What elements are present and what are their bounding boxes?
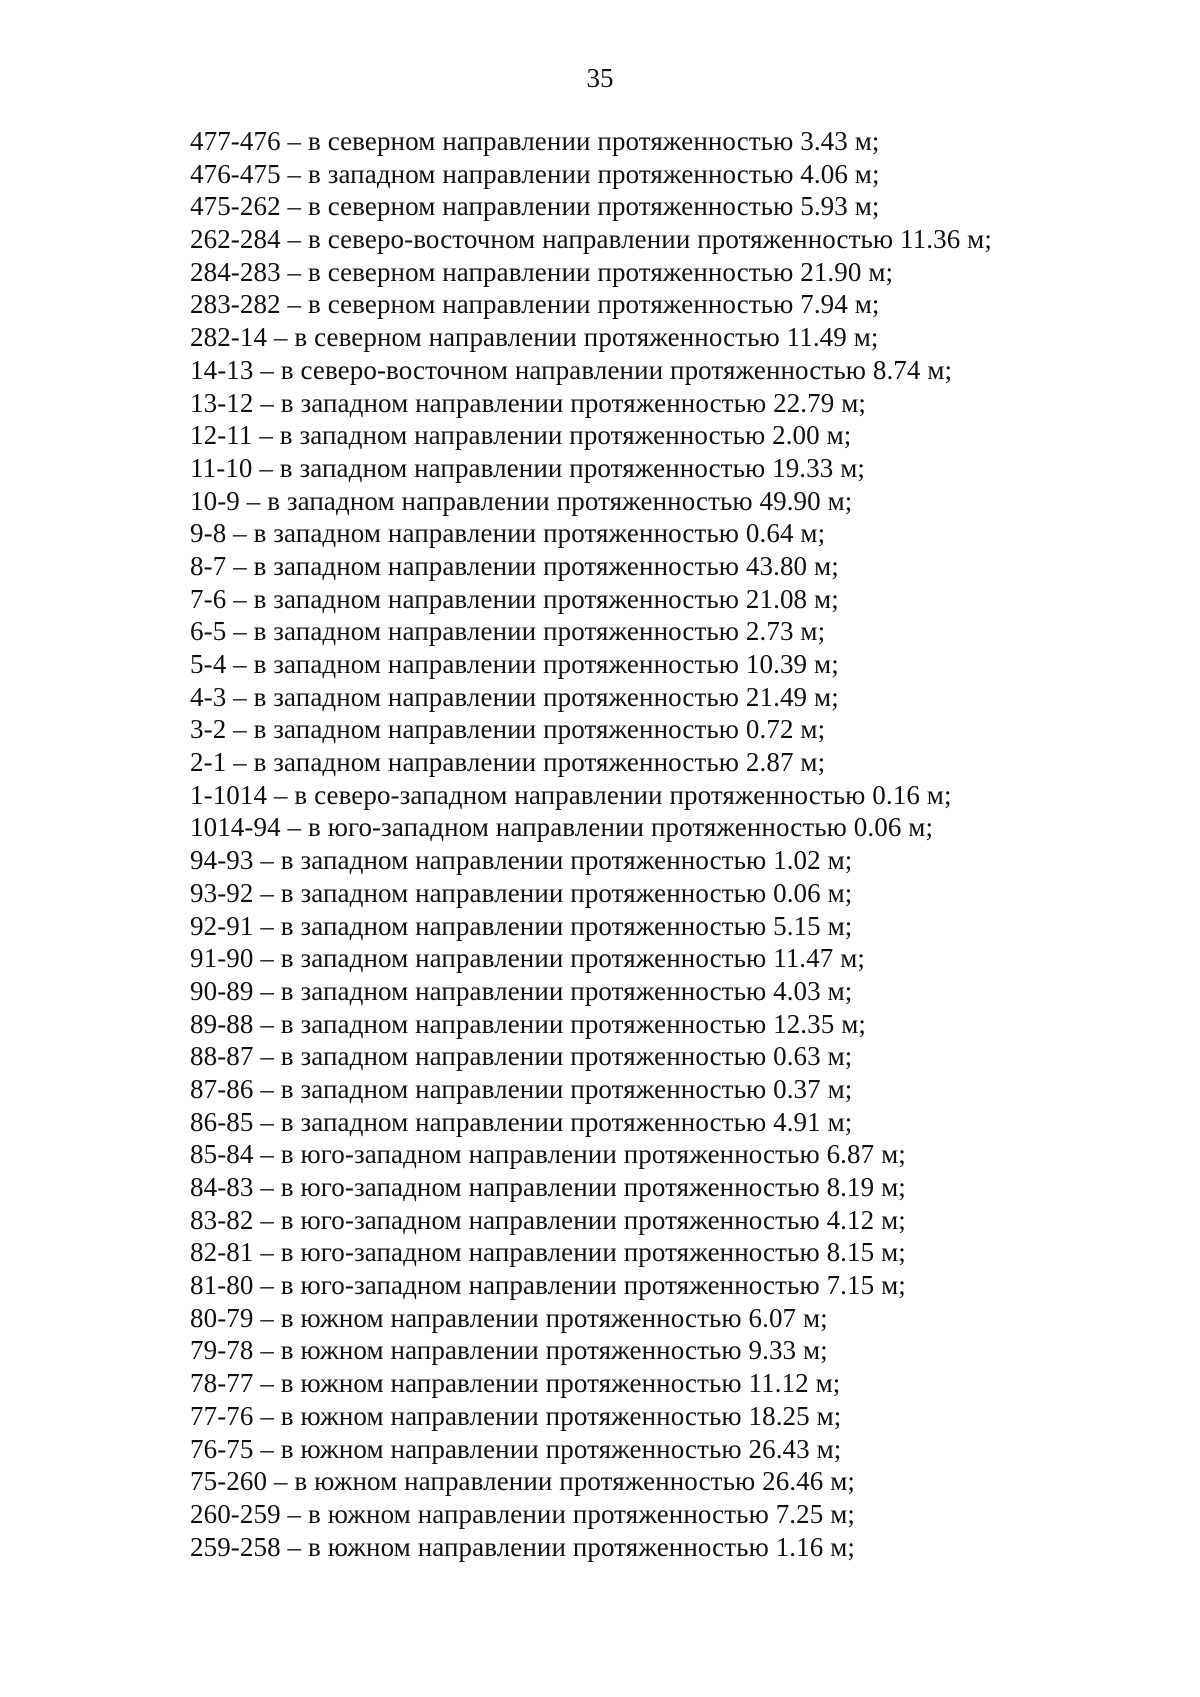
boundary-segment-line: 12-11 – в западном направлении протяженностью 2.00 м;: [190, 420, 852, 451]
boundary-segment-line: 475-262 – в северном направлении протяженностью 5.93 м;: [190, 191, 880, 222]
boundary-segment-line: 78-77 – в южном направлении протяженностью 11.12 м;: [190, 1368, 841, 1399]
boundary-segment-line: 10-9 – в западном направлении протяженностью 49.90 м;: [190, 485, 853, 516]
boundary-segment-line: 259-258 – в южном направлении протяженностью 1.16 м;: [190, 1531, 855, 1562]
boundary-segment-line: 11-10 – в западном направлении протяженностью 19.33 м;: [190, 452, 865, 483]
boundary-segment-line: 83-82 – в юго-западном направлении протяженностью 4.12 м;: [190, 1204, 906, 1235]
boundary-segment-line: 13-12 – в западном направлении протяженностью 22.79 м;: [190, 387, 866, 418]
boundary-segment-line: 85-84 – в юго-западном направлении протяженностью 6.87 м;: [190, 1139, 906, 1170]
boundary-segment-line: 282-14 – в северном направлении протяженностью 11.49 м;: [190, 322, 879, 353]
boundary-segment-line: 93-92 – в западном направлении протяженностью 0.06 м;: [190, 877, 853, 908]
boundary-segment-line: 1014-94 – в юго-западном направлении протяженностью 0.06 м;: [190, 812, 934, 843]
page-number: 35: [586, 63, 614, 93]
boundary-segment-line: 477-476 – в северном направлении протяженностью 3.43 м;: [190, 126, 880, 156]
boundary-segment-line: 262-284 – в северо-восточном направлении протяженностью 11.36 м;: [190, 224, 992, 255]
boundary-segment-line: 86-85 – в западном направлении протяженностью 4.91 м;: [190, 1106, 853, 1137]
boundary-segment-line: 94-93 – в западном направлении протяженностью 1.02 м;: [190, 845, 853, 876]
boundary-segment-line: 80-79 – в южном направлении протяженностью 6.07 м;: [190, 1302, 828, 1333]
boundary-segment-line: 476-475 – в западном направлении протяженностью 4.06 м;: [190, 158, 880, 189]
boundary-segment-line: 87-86 – в западном направлении протяженностью 0.37 м;: [190, 1073, 853, 1104]
boundary-segment-line: 2-1 – в западном направлении протяженностью 2.87 м;: [190, 747, 826, 778]
boundary-segment-line: 76-75 – в южном направлении протяженностью 26.43 м;: [190, 1433, 842, 1464]
boundary-segment-line: 4-3 – в западном направлении протяженностью 21.49 м;: [190, 681, 839, 712]
boundary-segment-line: 283-282 – в северном направлении протяженностью 7.94 м;: [190, 289, 880, 320]
boundary-segment-list: [190, 125, 1090, 1563]
boundary-segment-line: 7-6 – в западном направлении протяженностью 21.08 м;: [190, 583, 839, 614]
boundary-segment-line: 91-90 – в западном направлении протяженностью 11.47 м;: [190, 943, 865, 974]
boundary-segment-line: 77-76 – в южном направлении протяженностью 18.25 м;: [190, 1400, 842, 1431]
boundary-segment-line: 14-13 – в северо-восточном направлении протяженностью 8.74 м;: [190, 354, 953, 385]
boundary-segment-line: 79-78 – в южном направлении протяженностью 9.33 м;: [190, 1335, 828, 1366]
boundary-segment-line: 90-89 – в западном направлении протяженностью 4.03 м;: [190, 975, 853, 1006]
boundary-segment-line: 9-8 – в западном направлении протяженностью 0.64 м;: [190, 518, 826, 549]
boundary-segment-line: 6-5 – в западном направлении протяженностью 2.73 м;: [190, 616, 826, 647]
boundary-segment-line: 1-1014 – в северо-западном направлении протяженностью 0.16 м;: [190, 779, 952, 810]
boundary-segment-line: 82-81 – в юго-западном направлении протяженностью 8.15 м;: [190, 1237, 906, 1268]
boundary-segment-line: 88-87 – в западном направлении протяженностью 0.63 м;: [190, 1041, 853, 1072]
boundary-segment-line: 89-88 – в западном направлении протяженностью 12.35 м;: [190, 1008, 866, 1039]
boundary-segment-line: 75-260 – в южном направлении протяженностью 26.46 м;: [190, 1466, 855, 1497]
boundary-segment-line: 81-80 – в юго-западном направлении протяженностью 7.15 м;: [190, 1270, 906, 1301]
boundary-segment-line: 5-4 – в западном направлении протяженностью 10.39 м;: [190, 649, 839, 679]
boundary-segment-line: 84-83 – в юго-западном направлении протяженностью 8.19 м;: [190, 1172, 906, 1202]
boundary-segment-line: 284-283 – в северном направлении протяженностью 21.90 м;: [190, 256, 894, 287]
boundary-segment-line: 8-7 – в западном направлении протяженностью 43.80 м;: [190, 550, 839, 581]
boundary-segment-line: 260-259 – в южном направлении протяженностью 7.25 м;: [190, 1498, 855, 1529]
boundary-segment-line: 92-91 – в западном направлении протяженностью 5.15 м;: [190, 910, 853, 941]
boundary-segment-line: 3-2 – в западном направлении протяженностью 0.72 м;: [190, 714, 826, 745]
